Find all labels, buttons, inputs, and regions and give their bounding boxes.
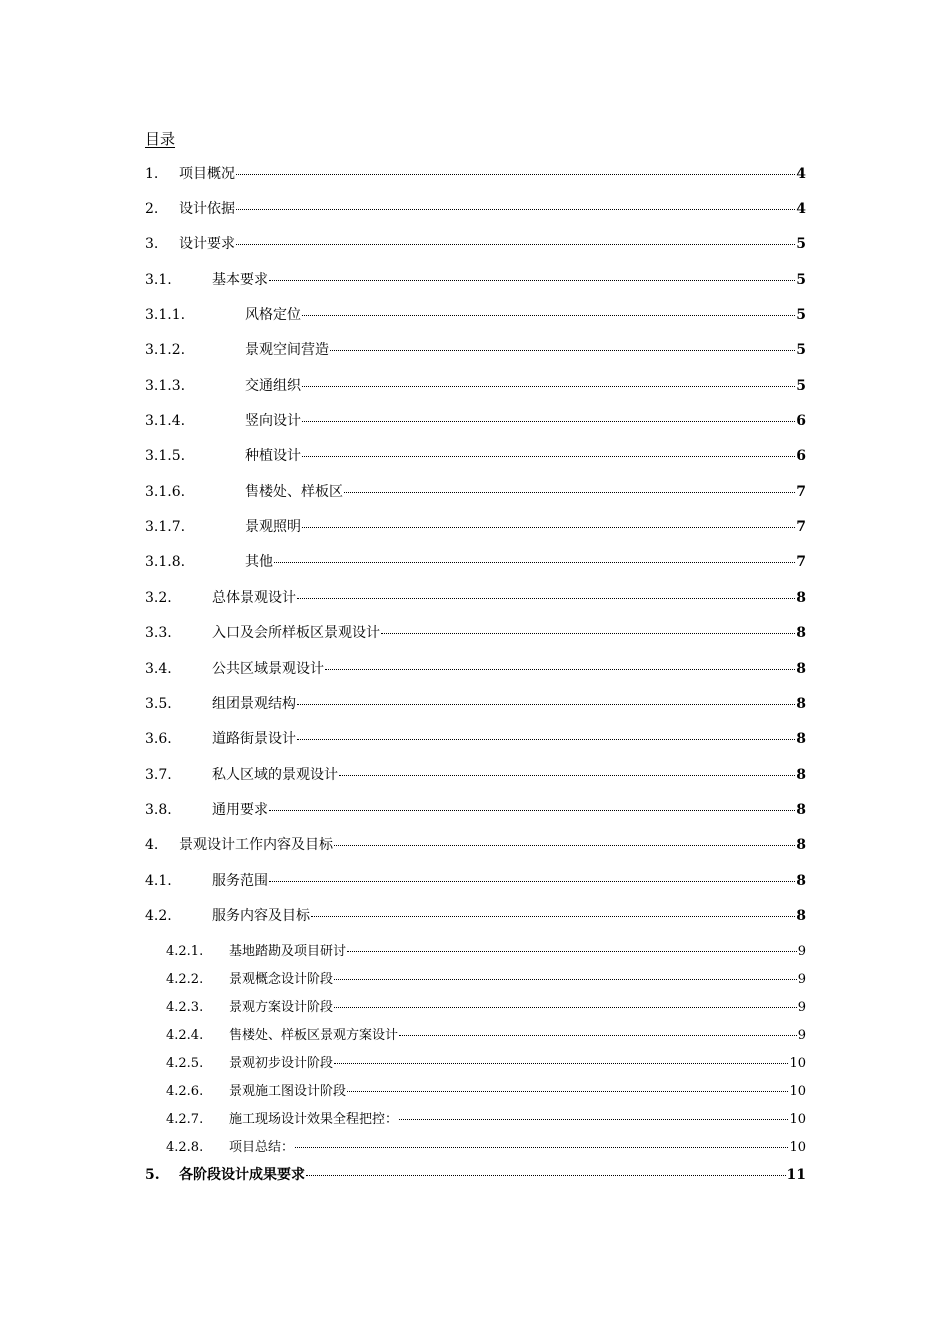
toc-entry-number: 3.1.3. [145,378,186,394]
toc-dot-leader [269,280,795,281]
toc-entry[interactable] [145,233,806,253]
toc-entry-page: 8 [796,908,806,924]
toc-entry[interactable] [145,516,806,536]
toc-entry-number: 3.1.1. [145,307,186,323]
toc-entry-number: 4.2. [145,908,172,924]
toc-entry-page: 9 [797,972,806,987]
toc-entry-title: 私人区域的景观设计 [212,767,338,783]
toc-entry[interactable] [145,339,806,359]
toc-entry-title: 其他 [245,554,273,570]
toc-entry-number: 3.4. [145,661,172,677]
toc-entry-page: 8 [796,590,806,606]
toc-entry-page: 7 [796,484,806,500]
toc-entry-number: 3.1. [145,272,172,288]
toc-entry-number: 3.1.5. [145,448,186,464]
toc-entry-number: 4.2.6. [166,1084,204,1099]
toc-entry-number: 4.2.4. [166,1028,204,1043]
toc-entry-title: 交通组织 [245,378,301,394]
toc-entry[interactable] [145,870,806,890]
toc-dot-leader [334,1007,797,1008]
toc-entry-page: 10 [789,1056,806,1071]
toc-entry-title: 通用要求 [212,802,268,818]
toc-entry[interactable] [145,905,806,925]
toc-entry-number: 5. [145,1167,160,1183]
toc-entry-page: 8 [796,802,806,818]
toc-entry[interactable] [145,658,806,678]
toc-dot-leader [236,209,795,210]
toc-dot-leader [302,315,795,316]
toc-entry-title: 景观方案设计阶段 [229,1000,334,1015]
toc-entry-title: 售楼处、样板区景观方案设计 [229,1028,399,1043]
toc-entry-title: 设计依据 [179,201,235,217]
toc-entry-page: 5 [796,307,806,323]
toc-entry-number: 3.1.2. [145,342,186,358]
toc-entry-page: 8 [796,625,806,641]
toc-entry-number: 3.2. [145,590,172,606]
toc-dot-leader [347,951,797,952]
toc-entry-page: 10 [789,1140,806,1155]
toc-entry[interactable] [145,269,806,289]
toc-entry-title: 各阶段设计成果要求 [179,1167,305,1183]
toc-entry[interactable] [145,693,806,713]
toc-entry-number: 4.2.2. [166,972,204,987]
toc-entry-title: 景观施工图设计阶段 [229,1084,347,1099]
toc-entry-number: 3.8. [145,802,172,818]
toc-dot-leader [381,633,795,634]
toc-entry-page: 9 [797,944,806,959]
toc-dot-leader [295,1147,788,1148]
toc-entry-number: 1. [145,166,159,182]
toc-entry[interactable] [145,375,806,395]
toc-dot-leader [269,881,795,882]
toc-entry-page: 9 [797,1028,806,1043]
toc-entry-page: 4 [796,166,806,182]
toc-entry-page: 5 [796,236,806,252]
toc-dot-leader [344,492,795,493]
toc-entry-title: 服务范围 [212,873,268,889]
toc-entry[interactable] [145,799,806,819]
toc-entry-title: 基地踏勘及项目研讨 [229,944,347,959]
toc-entry-page: 4 [796,201,806,217]
toc-entry-number: 4.2.1. [166,944,204,959]
toc-entry[interactable] [145,728,806,748]
toc-dot-leader [302,386,795,387]
toc-title: 目录 [145,130,176,148]
toc-entry[interactable] [166,1052,806,1071]
toc-entry-title: 公共区域景观设计 [212,661,324,677]
toc-entry-number: 3. [145,236,159,252]
toc-entry-page: 6 [796,448,806,464]
toc-entry[interactable] [145,587,806,607]
toc-entry[interactable] [166,940,806,959]
toc-entry-page: 9 [797,1000,806,1015]
toc-dot-leader [302,421,795,422]
toc-entry[interactable] [145,1164,806,1184]
toc-entry-title: 道路街景设计 [212,731,296,747]
toc-entry-page: 8 [796,873,806,889]
toc-entry-page: 10 [789,1084,806,1099]
toc-entry[interactable] [145,764,806,784]
toc-entry-title: 组团景观结构 [212,696,296,712]
toc-entry-page: 10 [789,1112,806,1127]
toc-entry-page: 5 [796,342,806,358]
toc-entry-title: 竖向设计 [245,413,301,429]
toc-entry-number: 3.1.6. [145,484,186,500]
toc-dot-leader [334,1063,788,1064]
toc-entry-title: 总体景观设计 [212,590,296,606]
toc-entry-title: 景观初步设计阶段 [229,1056,334,1071]
toc-entry-number: 2. [145,201,159,217]
toc-dot-leader [347,1091,788,1092]
toc-entry[interactable] [145,834,806,854]
toc-dot-leader [297,739,795,740]
toc-entry[interactable] [145,551,806,571]
toc-entry-title: 景观概念设计阶段 [229,972,334,987]
toc-dot-leader [325,669,795,670]
toc-entry-page: 8 [796,661,806,677]
toc-dot-leader [236,174,795,175]
toc-entry-number: 4. [145,837,159,853]
toc-entry-number: 3.7. [145,767,172,783]
toc-entry-page: 8 [796,767,806,783]
toc-entry-number: 3.3. [145,625,172,641]
toc-dot-leader [236,244,795,245]
toc-entry-page: 8 [796,837,806,853]
toc-dot-leader [297,598,795,599]
toc-entry[interactable] [145,304,806,324]
toc-entry[interactable] [145,410,806,430]
toc-entry[interactable] [166,968,806,987]
toc-entry-title: 风格定位 [245,307,301,323]
toc-dot-leader [334,979,797,980]
toc-entry-number: 4.2.5. [166,1056,204,1071]
toc-entry-number: 4.2.8. [166,1140,204,1155]
toc-entry-title: 入口及会所样板区景观设计 [212,625,380,641]
toc-entry[interactable] [166,1108,806,1127]
toc-entry-title: 设计要求 [179,236,235,252]
toc-entry-title: 服务内容及目标 [212,908,310,924]
toc-entry[interactable] [166,1024,806,1043]
toc-entry-title: 项目总结： [229,1140,295,1155]
toc-entry-title: 基本要求 [212,272,268,288]
toc-entry-number: 3.6. [145,731,172,747]
toc-entry-page: 7 [796,519,806,535]
toc-entry-page: 5 [796,272,806,288]
toc-entry-title: 种植设计 [245,448,301,464]
toc-dot-leader [269,810,795,811]
toc-entry-page: 5 [796,378,806,394]
toc-entry[interactable] [145,163,806,183]
toc-entry-number: 3.1.8. [145,554,186,570]
toc-dot-leader [302,456,795,457]
toc-dot-leader [302,527,795,528]
toc-entry-number: 4.2.3. [166,1000,204,1015]
toc-entry-title: 施工现场设计效果全程把控： [229,1112,399,1127]
toc-dot-leader [399,1119,788,1120]
toc-dot-leader [306,1175,786,1176]
toc-dot-leader [334,845,795,846]
toc-entry[interactable] [145,445,806,465]
toc-entry-number: 4.2.7. [166,1112,204,1127]
toc-entry-title: 景观照明 [245,519,301,535]
toc-dot-leader [311,916,795,917]
toc-entry-number: 3.1.4. [145,413,186,429]
toc-entry-page: 7 [796,554,806,570]
toc-dot-leader [330,350,795,351]
toc-entry-page: 8 [796,696,806,712]
toc-entry[interactable] [145,481,806,501]
toc-entry-page: 8 [796,731,806,747]
toc-entry-number: 3.5. [145,696,172,712]
toc-entry[interactable] [166,996,806,1015]
toc-dot-leader [339,775,795,776]
toc-entry-number: 3.1.7. [145,519,186,535]
toc-entry-title: 售楼处、样板区 [245,484,343,500]
toc-entry[interactable] [145,198,806,218]
toc-entry[interactable] [145,622,806,642]
toc-entry-page: 6 [796,413,806,429]
toc-entry-title: 项目概况 [179,166,235,182]
toc-entry-number: 4.1. [145,873,172,889]
toc-dot-leader [399,1035,797,1036]
toc-dot-leader [274,562,795,563]
toc-entry-title: 景观设计工作内容及目标 [179,837,333,853]
toc-entry[interactable] [166,1080,806,1099]
toc-entry-title: 景观空间营造 [245,342,329,358]
toc-entry[interactable] [166,1136,806,1155]
toc-dot-leader [297,704,795,705]
toc-entry-page: 11 [786,1167,806,1183]
